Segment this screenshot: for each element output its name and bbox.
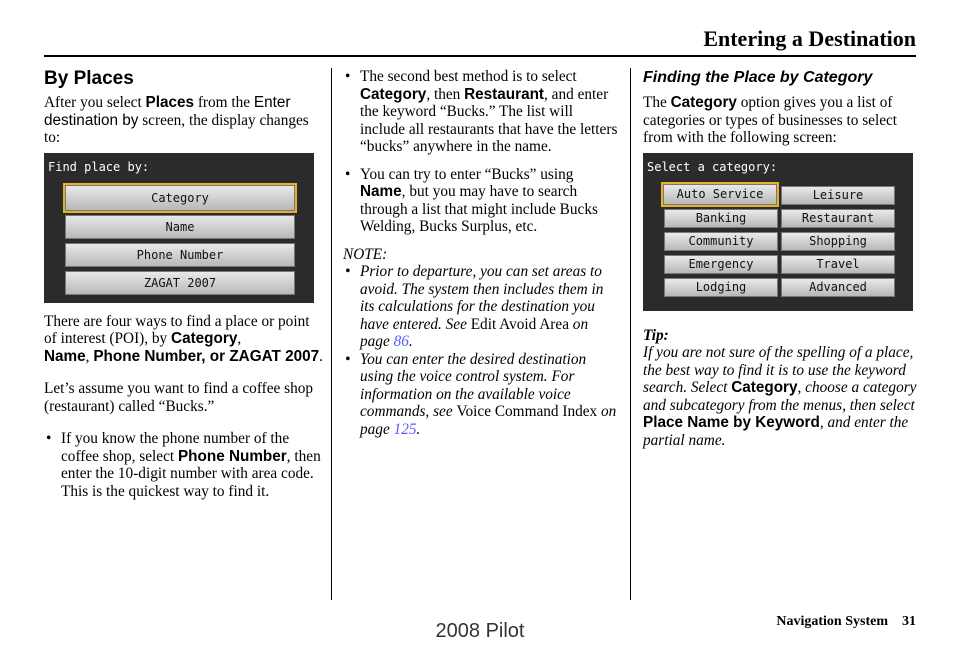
option-category-button[interactable]: Category bbox=[65, 185, 295, 211]
section-heading: By Places bbox=[44, 68, 134, 89]
text: screen, the display changes to: bbox=[44, 111, 309, 146]
category-shopping-button[interactable]: Shopping bbox=[781, 232, 895, 251]
column-divider bbox=[331, 68, 332, 600]
text: , then enter the 10-digit number with area code. This is the quickest way to find it. bbox=[61, 447, 321, 500]
assume-paragraph: Let’s assume you want to find a coffee shop (restaurant) called “Bucks.” bbox=[44, 380, 314, 415]
category-auto-service-button[interactable]: Auto Service bbox=[663, 184, 777, 205]
text: on page bbox=[360, 403, 617, 438]
term-place-name-by-keyword: Place Name by Keyword bbox=[643, 414, 820, 431]
text: option gives you a list of categories or types of businesses to select from with the following screen: bbox=[643, 94, 898, 146]
column-2 bbox=[343, 68, 618, 438]
text: If you know the phone number of the coffee shop, select bbox=[61, 430, 290, 465]
text: . bbox=[319, 347, 323, 365]
term-restaurant: Restaurant bbox=[464, 85, 545, 103]
bullet-item: • The second best method is to select Category, then Restaurant, and enter the keyword “Bucks.” The list will include all restaurants that have the letters “bucks” anywhere in the name. bbox=[345, 68, 618, 155]
category-advanced-button[interactable]: Advanced bbox=[781, 278, 895, 297]
bullet-item: • You can try to enter “Bucks” using Name, but you may have to search through a list that might include Bucks Welding, Bucks Surplus, etc. bbox=[345, 165, 598, 235]
subsection-heading: Finding the Place by Category bbox=[643, 69, 873, 86]
page-link[interactable]: 86 bbox=[393, 333, 409, 350]
text: There are four ways to find a place or point of interest (POI), by bbox=[44, 312, 310, 347]
text: , and enter the partial name. bbox=[643, 414, 909, 449]
select-category-screen bbox=[643, 153, 913, 311]
reference: Edit Avoid Area bbox=[470, 315, 569, 333]
text: , then bbox=[426, 85, 465, 103]
term-phone-number: Phone Number bbox=[177, 447, 287, 465]
text: The second best method is to select bbox=[360, 68, 577, 85]
intro-paragraph bbox=[44, 94, 324, 147]
page-link[interactable]: 125 bbox=[393, 420, 417, 438]
text: . bbox=[416, 420, 421, 438]
category-community-button[interactable]: Community bbox=[664, 232, 778, 251]
text: Prior to departure, you can set areas to avoid. The system then includes them in its calculations for the destination you have entered. See bbox=[360, 263, 604, 333]
text: The bbox=[643, 94, 671, 111]
note-item: • Prior to departure, you can set areas to avoid. The system then includes them in its calculations for the destination you have entered. See Edit Avoid Area on page 86. bbox=[345, 263, 604, 350]
bullet-item: • If you know the phone number of the coffee shop, select Phone Number, then enter the 10-digit number with area code. This is the quickest way to find it. bbox=[46, 430, 321, 500]
text: , but you may have to search through a list that might include Bucks Welding, Bucks Surplus, etc. bbox=[360, 183, 598, 235]
category-leisure-button[interactable]: Leisure bbox=[781, 186, 895, 205]
category-emergency-button[interactable]: Emergency bbox=[664, 255, 778, 274]
tip-paragraph bbox=[643, 344, 918, 449]
screen-title: Find place by: bbox=[48, 159, 150, 174]
option-zagat-button[interactable]: ZAGAT 2007 bbox=[65, 271, 295, 295]
term-category: Category bbox=[670, 94, 737, 111]
tip-label: Tip: bbox=[643, 326, 669, 344]
column-3 bbox=[643, 68, 918, 449]
category-banking-button[interactable]: Banking bbox=[664, 209, 778, 228]
text: You can try to enter “Bucks” using bbox=[360, 165, 574, 183]
category-travel-button[interactable]: Travel bbox=[781, 255, 895, 274]
reference: Voice Command Index bbox=[456, 403, 598, 420]
header-rule bbox=[44, 55, 916, 57]
text: , choose a category and subcategory from the menus, then select bbox=[643, 379, 917, 414]
column-divider bbox=[630, 68, 631, 600]
term-name: Name bbox=[360, 183, 402, 200]
text: , and enter the keyword “Bucks.” The list will include all restaurants that have the letters “bucks” anywhere in the name. bbox=[360, 85, 618, 155]
screen-title: Select a category: bbox=[647, 159, 778, 174]
note-label: NOTE: bbox=[343, 245, 388, 263]
page-header-title: Entering a Destination bbox=[703, 26, 916, 51]
text: on page bbox=[360, 315, 589, 350]
term-enter-destination-by: Enter destination by bbox=[44, 94, 291, 129]
footer-section: Navigation System bbox=[776, 614, 888, 629]
text: , bbox=[85, 347, 94, 365]
category-lodging-button[interactable]: Lodging bbox=[664, 278, 778, 297]
text: from the bbox=[194, 94, 254, 111]
term-category: Category bbox=[731, 379, 798, 396]
category-restaurant-button[interactable]: Restaurant bbox=[781, 209, 895, 228]
watermark: 2008 Pilot bbox=[435, 620, 525, 642]
option-name-button[interactable]: Name bbox=[65, 215, 295, 239]
find-place-screen bbox=[44, 153, 314, 303]
term-name: Name bbox=[44, 347, 86, 365]
ways-paragraph bbox=[44, 313, 324, 366]
column-1 bbox=[44, 68, 324, 500]
term-category: Category bbox=[360, 85, 427, 103]
text: After you select bbox=[44, 94, 146, 111]
page-number: 31 bbox=[902, 614, 916, 629]
text: You can enter the desired destination using the voice control system. For information on the available voice commands, see bbox=[360, 350, 587, 420]
category-paragraph bbox=[643, 94, 918, 147]
term-places: Places bbox=[145, 94, 194, 111]
term-phone-zagat: Phone Number, or ZAGAT 2007 bbox=[93, 347, 320, 365]
text: , bbox=[237, 330, 242, 347]
term-category: Category bbox=[171, 330, 238, 347]
option-phone-button[interactable]: Phone Number bbox=[65, 243, 295, 267]
text: If you are not sure of the spelling of a place, the best way to find it is to use the keyword search. Select bbox=[643, 344, 914, 396]
note-item: • You can enter the desired destination using the voice control system. For information on the available voice commands, see Voice Command Index on page 125. bbox=[345, 350, 617, 438]
text: . bbox=[408, 333, 413, 350]
